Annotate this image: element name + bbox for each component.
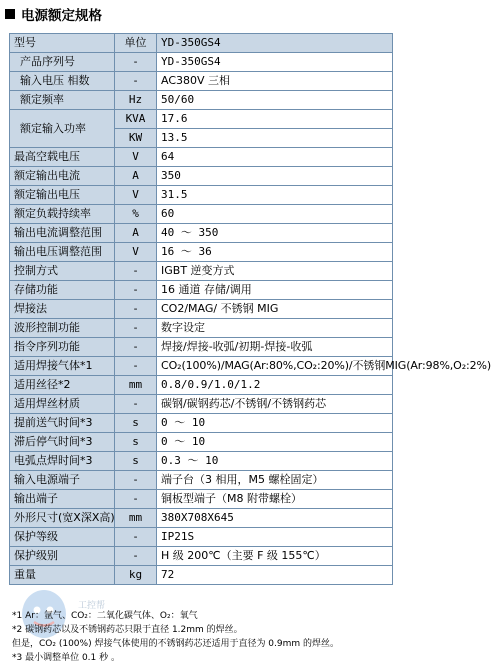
section-title-text: 电源额定规格	[21, 8, 102, 24]
spec-name: 输入电压 相数	[10, 72, 115, 91]
table-row	[10, 433, 393, 452]
spec-name: 存储功能	[10, 281, 115, 300]
spec-unit: V	[115, 243, 157, 262]
spec-unit: -	[115, 395, 157, 414]
spec-name: 保护等级	[10, 528, 115, 547]
spec-name: 提前送气时间*3	[10, 414, 115, 433]
spec-unit: KW	[115, 129, 157, 148]
spec-value: 17.6	[157, 110, 393, 129]
spec-unit: -	[115, 490, 157, 509]
spec-value: 0 ～ 10	[157, 433, 393, 452]
table-row	[10, 395, 393, 414]
spec-value: 16 ～ 36	[157, 243, 393, 262]
spec-value: IGBT 逆变方式	[157, 262, 393, 281]
table-row	[10, 281, 393, 300]
spec-value: 50/60	[157, 91, 393, 110]
spec-value: CO₂(100%)/MAG(Ar:80%,CO₂:20%)/不锈钢MIG(Ar:98%,O₂:2%)	[157, 357, 393, 376]
footnote: *1 Ar：氩气、CO₂：二氧化碳气体、O₂：氧气	[12, 611, 198, 621]
spec-unit: s	[115, 452, 157, 471]
table-row	[10, 110, 393, 129]
spec-unit: Hz	[115, 91, 157, 110]
table-row	[10, 53, 393, 72]
table-row	[10, 547, 393, 566]
footnote: 但是，CO₂ (100%) 焊接气体使用的不锈钢药芯还适用于直径为 0.9mm 的焊丝。	[12, 639, 340, 649]
spec-value: 16 通道 存储/调用	[157, 281, 393, 300]
spec-name: 适用丝径*2	[10, 376, 115, 395]
spec-name: 额定负载持续率	[10, 205, 115, 224]
table-row	[10, 300, 393, 319]
table-row	[10, 452, 393, 471]
spec-value: 60	[157, 205, 393, 224]
table-row	[10, 262, 393, 281]
spec-unit: V	[115, 186, 157, 205]
spec-name: 电弧点焊时间*3	[10, 452, 115, 471]
spec-value: IP21S	[157, 528, 393, 547]
table-row	[10, 357, 393, 376]
spec-value: 64	[157, 148, 393, 167]
spec-name: 焊接法	[10, 300, 115, 319]
spec-value: 铜板型端子（M8 附带螺栓）	[157, 490, 393, 509]
spec-value: 端子台（3 相用，M5 螺栓固定）	[157, 471, 393, 490]
spec-value: 40 ～ 350	[157, 224, 393, 243]
spec-unit: V	[115, 148, 157, 167]
section-title	[2, 3, 102, 25]
table-row	[10, 376, 393, 395]
spec-value: 350	[157, 167, 393, 186]
spec-name: 输出端子	[10, 490, 115, 509]
table-row	[10, 338, 393, 357]
spec-value: 焊接/焊接-收弧/初期-焊接-收弧	[157, 338, 393, 357]
spec-unit: s	[115, 414, 157, 433]
table-row	[10, 528, 393, 547]
square-bullet-icon	[5, 9, 15, 19]
table-row	[10, 414, 393, 433]
spec-name: 最高空载电压	[10, 148, 115, 167]
spec-name: 额定频率	[10, 91, 115, 110]
header-unit: 单位	[115, 34, 157, 53]
spec-unit: -	[115, 72, 157, 91]
spec-value: AC380V 三相	[157, 72, 393, 91]
spec-unit: kg	[115, 566, 157, 585]
spec-unit: mm	[115, 509, 157, 528]
spec-value: 0.3 ～ 10	[157, 452, 393, 471]
spec-name: 重量	[10, 566, 115, 585]
spec-unit: s	[115, 433, 157, 452]
spec-value: 0 ～ 10	[157, 414, 393, 433]
table-row	[10, 91, 393, 110]
spec-table	[9, 33, 491, 585]
spec-unit: -	[115, 262, 157, 281]
spec-value: 0.8/0.9/1.0/1.2	[157, 376, 393, 395]
spec-unit: -	[115, 53, 157, 72]
table-row	[10, 319, 393, 338]
table-row	[10, 490, 393, 509]
spec-unit: KVA	[115, 110, 157, 129]
footnote: *2 碳钢药芯以及不锈钢药芯只限于直径 1.2mm 的焊丝。	[12, 625, 243, 635]
spec-name: 额定输出电流	[10, 167, 115, 186]
spec-value: 碳钢/碳钢药芯/不锈钢/不锈钢药芯	[157, 395, 393, 414]
spec-value: 31.5	[157, 186, 393, 205]
spec-unit: mm	[115, 376, 157, 395]
spec-name: 适用焊丝材质	[10, 395, 115, 414]
spec-value: 13.5	[157, 129, 393, 148]
table-row	[10, 224, 393, 243]
table-row	[10, 186, 393, 205]
spec-name: 输出电压调整范围	[10, 243, 115, 262]
table-row	[10, 148, 393, 167]
footnote: *3 最小调整单位 0.1 秒 。	[12, 653, 120, 663]
spec-name: 额定输出电压	[10, 186, 115, 205]
spec-unit: -	[115, 471, 157, 490]
header-name: 型号	[10, 34, 115, 53]
spec-value: 380X708X645	[157, 509, 393, 528]
watermark-text: 工控帮	[78, 601, 106, 611]
spec-unit: -	[115, 547, 157, 566]
table-row	[10, 205, 393, 224]
spec-name: 适用焊接气体*1	[10, 357, 115, 376]
spec-unit: A	[115, 167, 157, 186]
spec-name: 外形尺寸(宽X深X高)	[10, 509, 115, 528]
spec-unit: A	[115, 224, 157, 243]
spec-unit: -	[115, 300, 157, 319]
table-header-row	[10, 34, 393, 53]
spec-name: 保护级别	[10, 547, 115, 566]
spec-value: 72	[157, 566, 393, 585]
header-value: YD-350GS4	[157, 34, 393, 53]
spec-unit: %	[115, 205, 157, 224]
table-row	[10, 566, 393, 585]
spec-unit: -	[115, 281, 157, 300]
table-row	[10, 72, 393, 91]
spec-name: 输出电流调整范围	[10, 224, 115, 243]
table-row	[10, 167, 393, 186]
spec-value: CO2/MAG/ 不锈钢 MIG	[157, 300, 393, 319]
table-row	[10, 243, 393, 262]
spec-value: H 级 200℃（主要 F 级 155℃）	[157, 547, 393, 566]
spec-unit: -	[115, 528, 157, 547]
spec-value: 数字设定	[157, 319, 393, 338]
footnotes	[12, 609, 396, 665]
spec-value: YD-350GS4	[157, 53, 393, 72]
spec-name: 滞后停气时间*3	[10, 433, 115, 452]
spec-name: 指令序列功能	[10, 338, 115, 357]
spec-name: 控制方式	[10, 262, 115, 281]
table-row	[10, 509, 393, 528]
spec-name: 额定输入功率	[10, 110, 115, 148]
spec-name: 产品序列号	[10, 53, 115, 72]
spec-unit: -	[115, 357, 157, 376]
spec-unit: -	[115, 338, 157, 357]
spec-unit: -	[115, 319, 157, 338]
spec-name: 波形控制功能	[10, 319, 115, 338]
spec-name: 输入电源端子	[10, 471, 115, 490]
table-row	[10, 471, 393, 490]
